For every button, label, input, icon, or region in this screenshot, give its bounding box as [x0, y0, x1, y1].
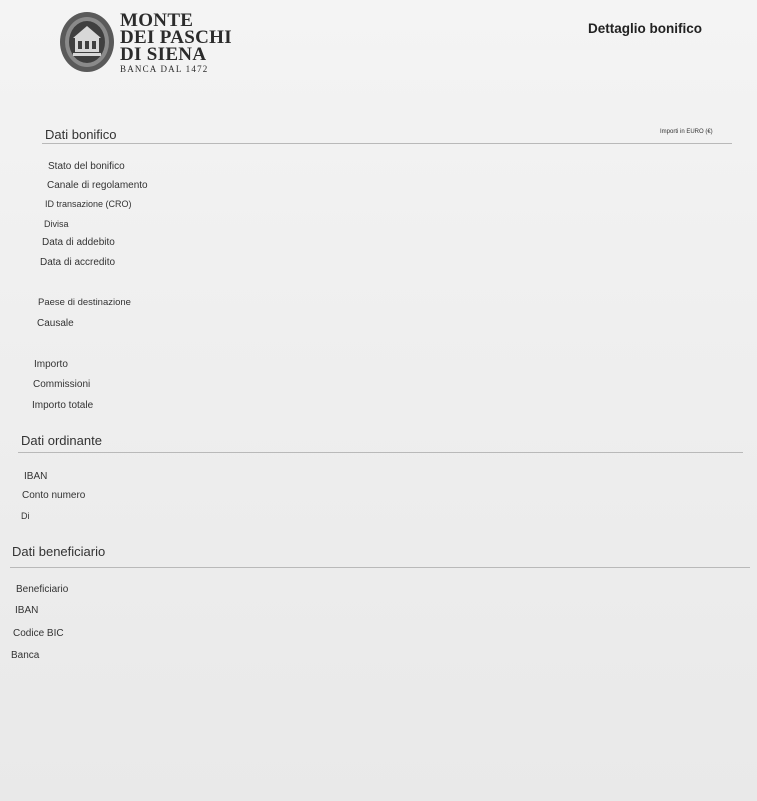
bank-logo [58, 10, 258, 80]
bank-name [120, 12, 232, 74]
section-divider [18, 452, 743, 453]
row-label: Divisa [44, 219, 69, 229]
row-label: Causale [37, 318, 74, 329]
row-label: Importo totale [32, 400, 94, 411]
bank-name-line3: DI SIENA [120, 44, 207, 65]
row-label: Codice BIC [13, 628, 64, 639]
row-label: Conto numero [22, 490, 86, 501]
section-heading-dati-beneficiario: Dati beneficiario [12, 544, 106, 559]
row-label: IBAN [24, 471, 48, 482]
row-label: Canale di regolamento [47, 180, 148, 191]
row-label: Paese di destinazione [38, 297, 131, 308]
row-label: Data di accredito [40, 257, 116, 268]
row-label: Commissioni [33, 379, 91, 390]
row-label: Di [21, 511, 30, 521]
section-divider [10, 567, 750, 568]
currency-note: Importi in EURO (€) [660, 129, 713, 135]
bank-tagline: BANCA DAL 1472 [120, 64, 209, 74]
section-divider [42, 143, 732, 144]
row-label: Data di addebito [42, 237, 115, 248]
bank-name-line2: DEI PASCHI [120, 27, 232, 48]
row-label: Importo [34, 359, 68, 370]
row-label: IBAN [15, 605, 39, 616]
page-title: Dettaglio bonifico [588, 21, 702, 36]
row-label: ID transazione (CRO) [45, 199, 132, 209]
section-heading-dati-ordinante: Dati ordinante [21, 433, 102, 448]
row-label: Beneficiario [16, 584, 69, 595]
section-heading-dati-bonifico: Dati bonifico [45, 127, 117, 142]
row-label: Banca [11, 650, 40, 661]
bank-seal-icon [58, 10, 116, 74]
row-label: Stato del bonifico [48, 161, 125, 172]
bank-name-line1: MONTE [120, 10, 194, 31]
